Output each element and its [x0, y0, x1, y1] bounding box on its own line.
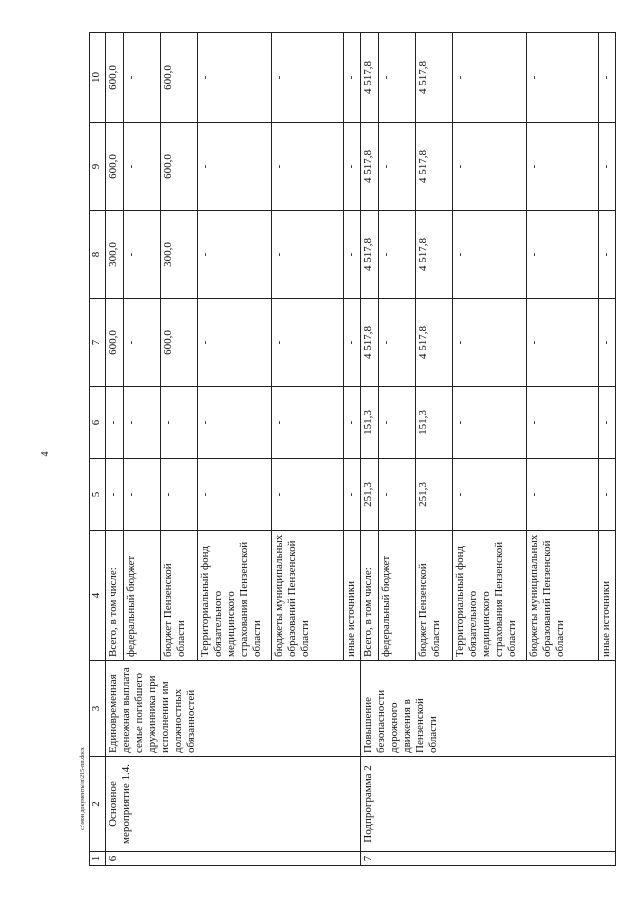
header-cell: 8: [90, 211, 106, 299]
amount-cell: -: [526, 123, 598, 211]
amount-cell: -: [598, 33, 616, 123]
amount-cell: -: [343, 299, 360, 387]
amount-cell: -: [598, 211, 616, 299]
funding-source-cell: бюджет Пензенской области: [160, 531, 197, 661]
row-number-cell: 6: [106, 852, 361, 866]
amount-cell: -: [106, 387, 123, 459]
table-body: [90, 33, 616, 866]
funding-source-cell: иные источники: [343, 531, 360, 661]
amount-cell: -: [123, 387, 160, 459]
amount-cell: -: [123, 459, 160, 531]
amount-cell: -: [343, 459, 360, 531]
amount-cell: -: [378, 299, 415, 387]
amount-cell: -: [526, 33, 598, 123]
amount-cell: 4 517,8: [415, 123, 452, 211]
row-number-cell: 7: [361, 852, 616, 866]
amount-cell: 4 517,8: [415, 211, 452, 299]
header-cell: 2: [90, 757, 106, 852]
funding-source-cell: федеральный бюджет: [378, 531, 415, 661]
funding-source-cell: иные источники: [598, 531, 616, 661]
amount-cell: -: [160, 387, 197, 459]
funding-source-cell: бюджет Пензенской области: [415, 531, 452, 661]
amount-cell: -: [197, 459, 271, 531]
amount-cell: -: [123, 299, 160, 387]
amount-cell: -: [271, 387, 343, 459]
header-cell: 4: [90, 531, 106, 661]
amount-cell: 4 517,8: [361, 299, 378, 387]
amount-cell: -: [123, 211, 160, 299]
amount-cell: -: [271, 33, 343, 123]
amount-cell: -: [160, 459, 197, 531]
amount-cell: -: [526, 459, 598, 531]
amount-cell: -: [526, 211, 598, 299]
item-name-cell: Основное мероприятие 1.4.: [106, 757, 361, 852]
amount-cell: -: [452, 387, 526, 459]
item-description-cell: Единовременная денежная выплата семье погибшего дружинника при исполнении им должностных обязанностей: [106, 661, 361, 757]
budget-table: [89, 32, 616, 866]
amount-cell: -: [452, 211, 526, 299]
amount-cell: 600,0: [106, 299, 123, 387]
footer-file-path: c:\мои документы\п\215-пп.docx: [80, 747, 86, 830]
funding-source-cell: бюджеты муниципальных образований Пензенской области: [526, 531, 598, 661]
amount-cell: 151,3: [415, 387, 452, 459]
amount-cell: 4 517,8: [361, 123, 378, 211]
amount-cell: -: [271, 459, 343, 531]
amount-cell: 4 517,8: [415, 33, 452, 123]
header-cell: 7: [90, 299, 106, 387]
amount-cell: -: [526, 387, 598, 459]
amount-cell: -: [598, 459, 616, 531]
amount-cell: -: [378, 387, 415, 459]
amount-cell: -: [452, 123, 526, 211]
amount-cell: -: [598, 387, 616, 459]
funding-source-cell: Территориальный фонд обязательного медицинского страхования Пензенской области: [452, 531, 526, 661]
amount-cell: -: [123, 33, 160, 123]
amount-cell: -: [271, 211, 343, 299]
amount-cell: -: [271, 299, 343, 387]
amount-cell: 600,0: [160, 123, 197, 211]
header-cell: 1: [90, 852, 106, 866]
amount-cell: -: [343, 33, 360, 123]
amount-cell: -: [452, 33, 526, 123]
amount-cell: -: [343, 123, 360, 211]
amount-cell: -: [197, 387, 271, 459]
amount-cell: -: [197, 299, 271, 387]
funding-source-cell: федеральный бюджет: [123, 531, 160, 661]
amount-cell: -: [343, 211, 360, 299]
table-row: [106, 33, 123, 866]
amount-cell: -: [378, 33, 415, 123]
amount-cell: 4 517,8: [361, 33, 378, 123]
amount-cell: 4 517,8: [415, 299, 452, 387]
amount-cell: -: [343, 387, 360, 459]
amount-cell: -: [123, 123, 160, 211]
funding-source-cell: бюджеты муниципальных образований Пензенской области: [271, 531, 343, 661]
header-cell: 5: [90, 459, 106, 531]
amount-cell: 600,0: [160, 299, 197, 387]
amount-cell: -: [197, 211, 271, 299]
amount-cell: -: [197, 123, 271, 211]
amount-cell: -: [452, 459, 526, 531]
amount-cell: -: [598, 299, 616, 387]
item-description-cell: Повышение безопасности дорожного движения в Пензенской области: [361, 661, 616, 757]
amount-cell: -: [526, 299, 598, 387]
page-number: 4: [40, 451, 51, 457]
budget-table-rotated: [89, 33, 616, 866]
amount-cell: 251,3: [361, 459, 378, 531]
table-row: [361, 33, 378, 866]
header-row: [90, 33, 106, 866]
amount-cell: 300,0: [106, 211, 123, 299]
amount-cell: 251,3: [415, 459, 452, 531]
amount-cell: -: [378, 211, 415, 299]
amount-cell: -: [378, 459, 415, 531]
header-cell: 6: [90, 387, 106, 459]
amount-cell: -: [106, 459, 123, 531]
header-cell: 10: [90, 33, 106, 123]
amount-cell: 300,0: [160, 211, 197, 299]
amount-cell: -: [598, 123, 616, 211]
amount-cell: 600,0: [106, 33, 123, 123]
funding-source-cell: Всего, в том числе:: [361, 531, 378, 661]
amount-cell: -: [197, 33, 271, 123]
funding-source-cell: Территориальный фонд обязательного медицинского страхования Пензенской области: [197, 531, 271, 661]
amount-cell: -: [271, 123, 343, 211]
header-cell: 3: [90, 661, 106, 757]
amount-cell: 151,3: [361, 387, 378, 459]
amount-cell: -: [452, 299, 526, 387]
amount-cell: -: [378, 123, 415, 211]
funding-source-cell: Всего, в том числе:: [106, 531, 123, 661]
amount-cell: 600,0: [160, 33, 197, 123]
amount-cell: 600,0: [106, 123, 123, 211]
header-cell: 9: [90, 123, 106, 211]
item-name-cell: Подпрограмма 2: [361, 757, 616, 852]
amount-cell: 4 517,8: [361, 211, 378, 299]
